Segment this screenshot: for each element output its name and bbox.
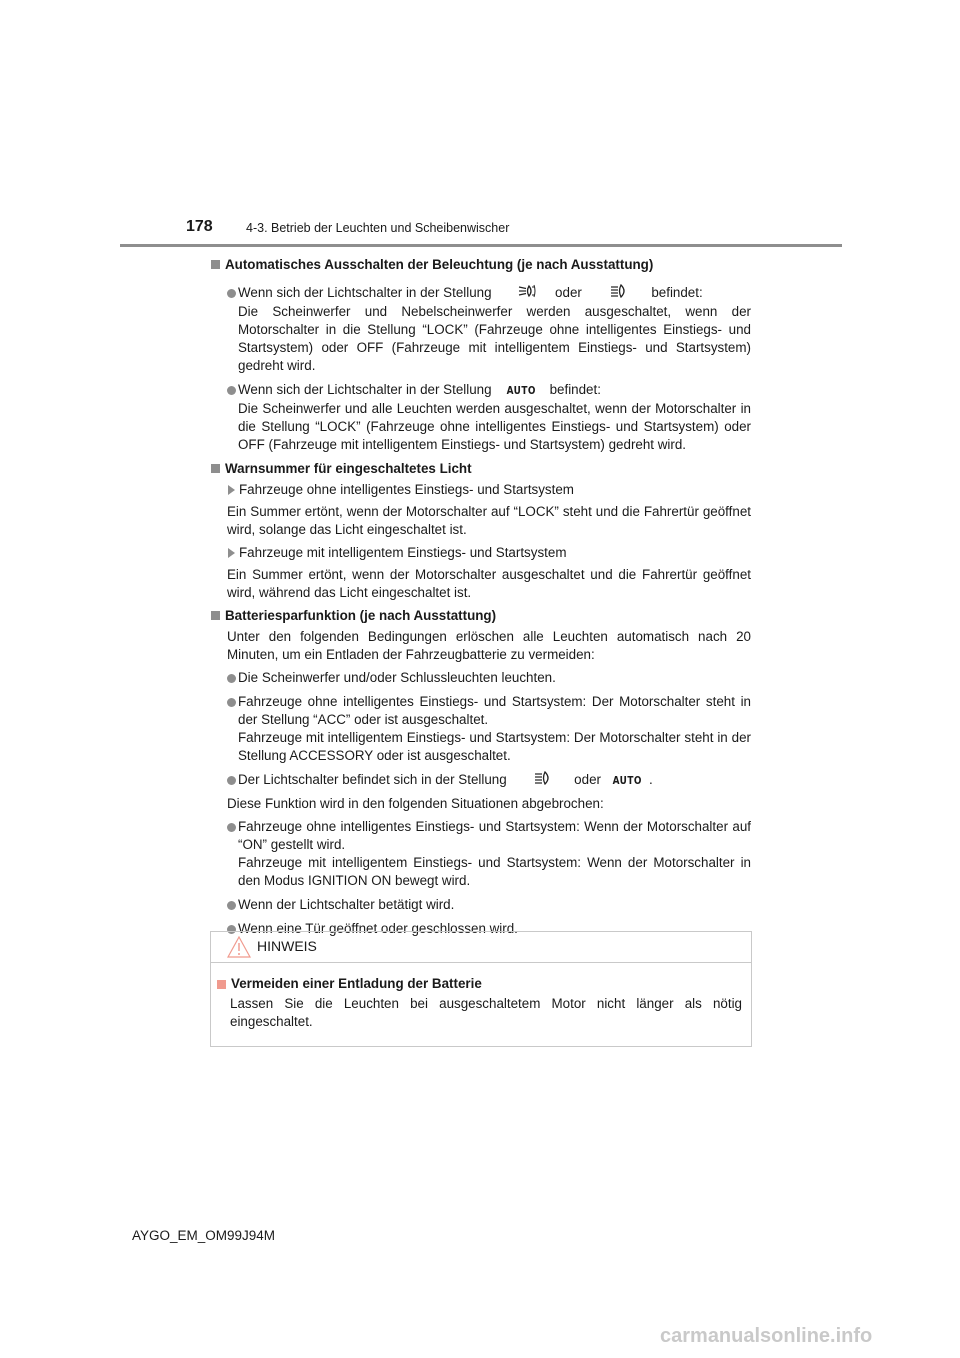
round-bullet-icon — [227, 386, 236, 395]
page-number: 178 — [186, 218, 213, 235]
triangle-arrow-icon — [228, 485, 235, 495]
auto-icon: AUTO — [612, 774, 642, 788]
bullet-body: Die Scheinwerfer und alle Leuchten werden ausgeschaltet, wenn der Motorschalter in die Stellung “LOCK” (Fahrzeuge ohne intelligentes Einstiegs- und Startsystem) oder OFF (Fahrzeuge mit intelligentem Einstiegs- und Startsystem) gedreht wird. — [238, 401, 751, 452]
note-heading-text: Vermeiden einer Entladung der Batterie — [231, 976, 482, 991]
arrow-item-text: Fahrzeuge ohne intelligentes Einstiegs- und Startsystem — [239, 482, 574, 497]
bullet-text: Die Scheinwerfer und/oder Schlussleuchten leuchten. — [238, 670, 556, 685]
bullet-text: befindet: — [549, 382, 601, 397]
bullet-text: oder — [555, 285, 582, 301]
arrow-item-without-smart-key — [211, 481, 751, 499]
paragraph: Diese Funktion wird in den folgenden Situationen abgebrochen: — [227, 796, 604, 812]
section-heading-battery-saver — [211, 607, 751, 625]
square-bullet-icon — [211, 260, 220, 269]
square-bullet-icon — [211, 611, 220, 620]
section-title: 4-3. Betrieb der Leuchten und Scheibenwischer — [246, 221, 510, 235]
round-bullet-icon — [227, 289, 236, 298]
warning-triangle-icon — [227, 936, 251, 961]
bullet-text: . — [648, 772, 653, 788]
square-bullet-icon — [211, 464, 220, 473]
paragraph: Ein Summer ertönt, wenn der Motorschalter ausgeschaltet und die Fahrertür geöffnet wird, während das Licht eingeschaltet ist. — [227, 567, 751, 600]
bullet-text: oder — [574, 772, 601, 788]
note-header — [211, 932, 751, 963]
arrow-item-text: Fahrzeuge mit intelligentem Einstiegs- und Startsystem — [239, 545, 567, 560]
bullet-text: Wenn sich der Lichtschalter in der Stellung — [238, 285, 492, 301]
round-bullet-icon — [227, 698, 236, 707]
note-body: Lassen Sie die Leuchten bei ausgeschaltetem Motor nicht länger als nötig eingeschaltet. — [230, 996, 742, 1029]
bullet-text: Fahrzeuge mit intelligentem Einstiegs- und Startsystem: Wenn der Motorschalter in den Modus IGNITION ON bewegt wird. — [238, 855, 751, 889]
note-box — [210, 931, 752, 1047]
footer-code: AYGO_EM_OM99J94M — [132, 1228, 276, 1243]
watermark: carmanualsonline.info — [660, 1325, 873, 1347]
paragraph: Unter den folgenden Bedingungen erlöschen alle Leuchten automatisch nach 20 Minuten, um ein Entladen der Fahrzeugbatterie zu vermeiden: — [227, 629, 751, 662]
round-bullet-icon — [227, 776, 236, 785]
bullet-text: Wenn sich der Lichtschalter in der Stellung — [238, 382, 492, 397]
fog-light-icon — [517, 284, 537, 303]
heading-text: Batteriesparfunktion (je nach Ausstattung) — [225, 608, 497, 623]
triangle-arrow-icon — [228, 548, 235, 558]
round-bullet-icon — [227, 823, 236, 832]
auto-icon: AUTO — [506, 384, 537, 397]
main-content — [211, 256, 751, 938]
paragraph: Ein Summer ertönt, wenn der Motorschalter auf “LOCK” steht und die Fahrertür geöffnet wird, solange das Licht eingeschaltet ist. — [227, 504, 751, 537]
bullet-text: Fahrzeuge ohne intelligentes Einstiegs- und Startsystem: Wenn der Motorschalter auf “ON” gestellt wird. — [238, 819, 751, 853]
bullet-engine-switch — [211, 693, 751, 765]
bullet-text: Wenn eine Tür geöffnet oder geschlossen wird. — [238, 921, 518, 937]
bullet-lights-on — [211, 669, 751, 687]
heading-text: Automatisches Ausschalten der Beleuchtung (je nach Ausstattung) — [225, 257, 654, 272]
arrow-item-with-smart-key — [211, 544, 751, 562]
section-heading-auto-off — [211, 256, 751, 274]
bullet-text: Wenn der Lichtschalter betätigt wird. — [238, 897, 455, 913]
note-title: HINWEIS — [257, 938, 317, 954]
headlight-icon — [610, 284, 630, 303]
bullet-auto-position — [211, 381, 751, 454]
bullet-text: befindet: — [651, 285, 703, 301]
bullet-cancel-switch — [211, 896, 751, 914]
headlight-icon — [534, 771, 554, 790]
section-heading-warning-buzzer — [211, 460, 751, 478]
bullet-text: Fahrzeuge ohne intelligentes Einstiegs- und Startsystem: Der Motorschalter steht in der Stellung “ACC” oder ist ausgeschaltet. — [238, 694, 751, 727]
round-bullet-icon — [227, 901, 236, 910]
bullet-text: Fahrzeuge mit intelligentem Einstiegs- und Startsystem: Der Motorschalter steht in der Stellung ACCESSORY oder ist ausgeschaltet. — [238, 730, 751, 763]
bullet-fog-position — [211, 284, 751, 375]
bullet-cancel-ignition — [211, 818, 751, 890]
square-bullet-icon — [217, 980, 226, 989]
heading-text: Warnsummer für eingeschaltetes Licht — [225, 461, 472, 476]
round-bullet-icon — [227, 674, 236, 683]
note-heading — [217, 976, 482, 991]
bullet-text: Der Lichtschalter befindet sich in der Stellung — [238, 772, 507, 788]
bullet-body: Die Scheinwerfer und Nebelscheinwerfer werden ausgeschaltet, wenn der Motorschalter in die Stellung “LOCK” (Fahrzeuge ohne intelligentes Einstiegs- und Startsystem) oder OFF (Fahrzeuge mit intelligentem Einstiegs- und Startsystem) gedreht wird. — [238, 304, 751, 373]
bullet-light-switch-position — [211, 771, 751, 790]
header-rule — [120, 244, 842, 247]
